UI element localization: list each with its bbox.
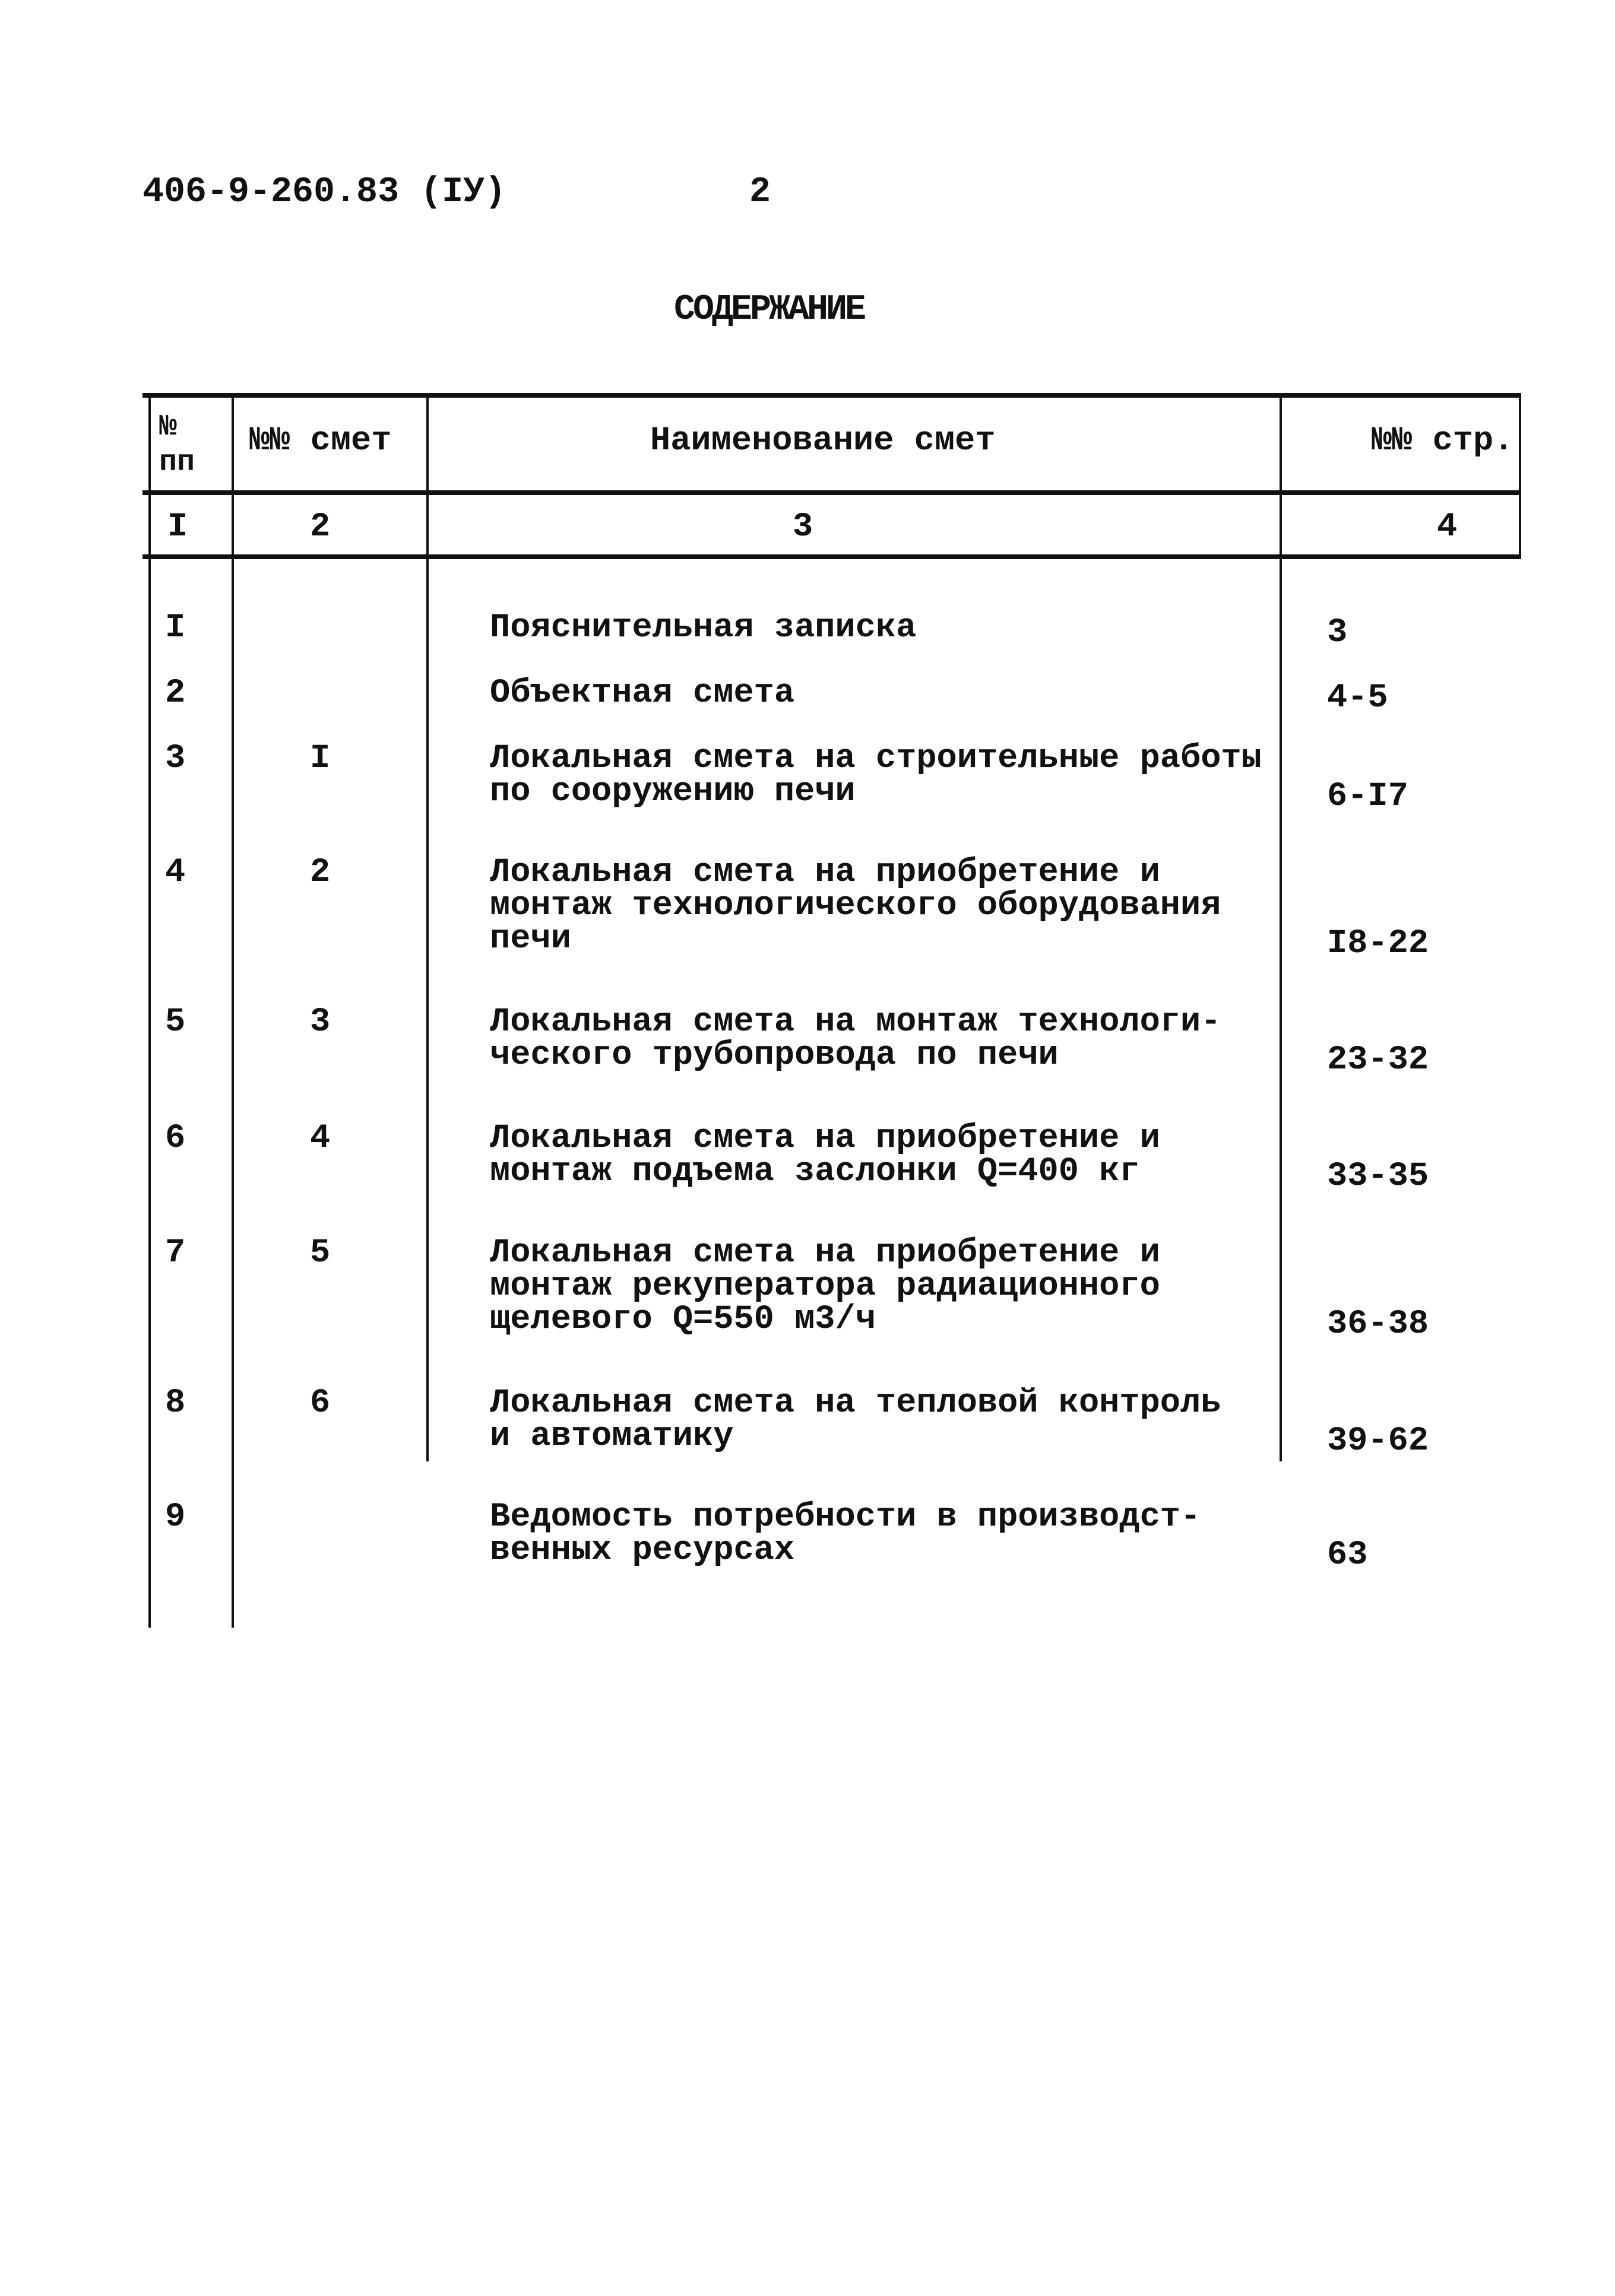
estimate-name: Ведомость потребности в производст- венных ресурсах: [490, 1498, 1201, 1569]
estimate-name: Локальная смета на тепловой контроль и автоматику: [490, 1384, 1221, 1455]
estimate-number: 5: [310, 1234, 331, 1272]
page-range: 36-38: [1327, 1305, 1429, 1343]
page-range: I8-22: [1327, 925, 1429, 963]
estimate-name: Локальная смета на монтаж технологи- ческого трубопровода по печи: [490, 1003, 1221, 1074]
column-divider: [232, 393, 234, 1628]
page-range: 33-35: [1327, 1157, 1429, 1195]
row-number: 3: [165, 740, 186, 778]
estimate-number: I: [310, 740, 331, 778]
row-number: I: [165, 609, 186, 647]
table-top-border: [142, 393, 1521, 398]
row-number: 7: [165, 1234, 186, 1272]
page-number: 2: [749, 172, 771, 213]
page-range: 3: [1327, 614, 1348, 652]
column-number: 3: [793, 508, 813, 546]
column-number: 2: [310, 508, 331, 546]
row-number: 6: [165, 1120, 186, 1157]
row-number: 5: [165, 1003, 186, 1041]
header-row-number: № пп: [159, 410, 195, 480]
page-range: 6-I7: [1327, 778, 1408, 816]
column-divider: [148, 393, 151, 1628]
column-number: 4: [1437, 508, 1458, 546]
estimate-name: Объектная смета: [490, 674, 795, 712]
page-title: СОДЕРЖАНИЕ: [673, 290, 864, 330]
page-range: 39-62: [1327, 1422, 1429, 1460]
estimate-name: Локальная смета на приобретение и монтаж рекуператора радиационного щелевого Q=550 м3/ч: [490, 1234, 1160, 1339]
row-number: 9: [165, 1498, 186, 1536]
row-number: 4: [165, 854, 186, 892]
estimate-number: 3: [310, 1003, 331, 1041]
header-divider: [142, 490, 1521, 495]
table-right-border: [1519, 393, 1521, 559]
page-range: 63: [1327, 1536, 1368, 1574]
estimate-number: 6: [310, 1384, 331, 1422]
page-range: 23-32: [1327, 1041, 1429, 1079]
estimate-name: Локальная смета на приобретение и монтаж технологического оборудования печи: [490, 854, 1221, 958]
estimate-name: Локальная смета на приобретение и монтаж подъема заслонки Q=400 кг: [490, 1120, 1160, 1191]
row-number: 2: [165, 674, 186, 712]
column-divider: [1280, 393, 1282, 1461]
page-range: 4-5: [1327, 679, 1388, 717]
estimate-name: Локальная смета на строительные работы по сооружению печи: [490, 740, 1262, 811]
column-divider: [426, 393, 429, 1461]
numbers-divider: [142, 554, 1521, 559]
header-estimate-number: №№ смет: [249, 422, 392, 460]
estimate-name: Пояснительная записка: [490, 609, 917, 647]
column-number: I: [167, 508, 188, 546]
estimate-number: 2: [310, 854, 331, 892]
header-estimate-name: Наименование смет: [650, 422, 996, 460]
estimate-number: 4: [310, 1120, 331, 1157]
document-code: 406-9-260.83 (IУ): [142, 172, 506, 213]
row-number: 8: [165, 1384, 186, 1422]
header-pages: №№ стр.: [1372, 422, 1514, 460]
